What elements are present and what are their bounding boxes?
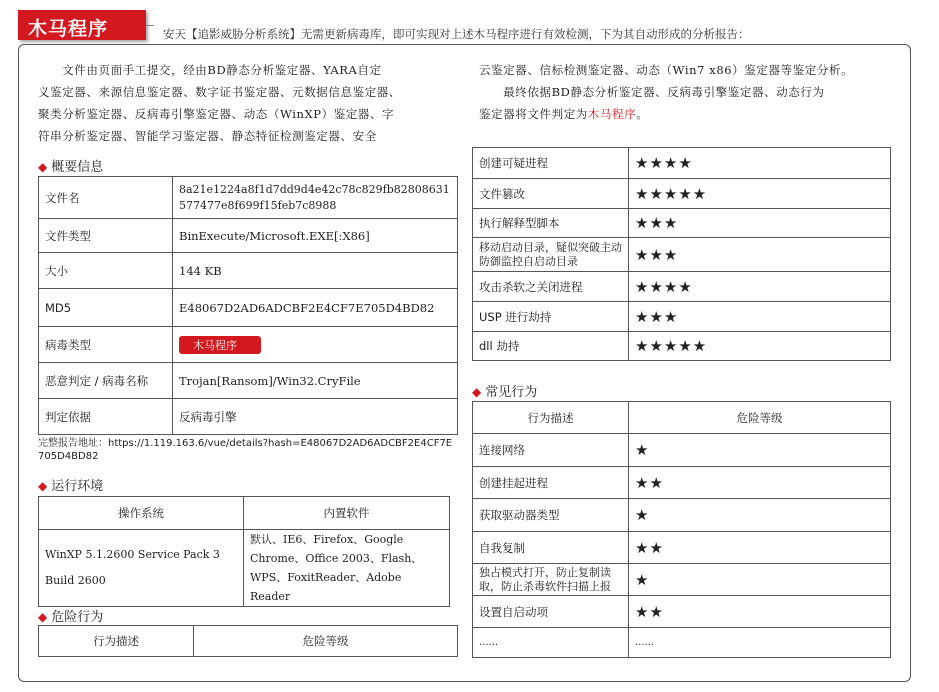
overview-value: 反病毒引擎: [173, 399, 458, 435]
danger-desc: 攻击杀软之关闭进程: [473, 272, 629, 302]
table-row: [473, 179, 891, 209]
environment-header: 操作系统: [39, 497, 244, 530]
table-row: [39, 253, 458, 289]
table-row: [39, 327, 458, 363]
common-desc: 创建挂起进程: [473, 467, 629, 499]
overview-value: BinExecute/Microsoft.EXE[:X86]: [173, 219, 458, 253]
table-row: [473, 532, 891, 564]
danger-stars: ★★★: [629, 209, 891, 238]
paragraph-line: 云鉴定器、信标检测鉴定器、动态（Win7 x86）鉴定器等鉴定分析。: [479, 63, 854, 77]
danger-header-table: [38, 625, 458, 657]
danger-desc: USP 进行劫持: [473, 302, 629, 332]
tag-label: 木马程序: [28, 18, 109, 40]
danger-desc: 文件篡改: [473, 179, 629, 209]
paragraph-text: 。: [636, 107, 649, 121]
common-table: [472, 401, 891, 658]
diamond-icon: ◆: [38, 610, 48, 624]
overview-title-text: 概要信息: [51, 160, 104, 175]
overview-table: [38, 176, 458, 435]
paragraph-line: 最终依据BD静态分析鉴定器、反病毒引擎鉴定器、动态行为: [479, 85, 825, 99]
common-title-text: 常见行为: [485, 385, 538, 400]
common-desc: 设置自启动项: [473, 596, 629, 628]
diamond-icon: ◆: [38, 479, 48, 493]
table-row: [473, 467, 891, 499]
overview-key: 文件名: [39, 177, 173, 219]
danger-stars: ★★★: [629, 302, 891, 332]
table-row: [39, 219, 458, 253]
table-row: [473, 596, 891, 628]
table-row: [473, 402, 891, 434]
overview-value: [173, 177, 458, 219]
common-desc: 连接网络: [473, 434, 629, 467]
diamond-icon: ◆: [472, 385, 482, 399]
danger-header: 危险等级: [194, 626, 458, 657]
table-row: [473, 434, 891, 467]
table-row: [473, 209, 891, 238]
common-desc: 自我复制: [473, 532, 629, 564]
overview-key: MD5: [39, 289, 173, 327]
danger-desc: 创建可疑进程: [473, 148, 629, 179]
diamond-icon: ◆: [38, 160, 48, 174]
common-desc: 独占模式打开，防止复制读取，防止杀毒软件扫描上报: [473, 564, 629, 596]
paragraph-line: 符串分析鉴定器、智能学习鉴定器、静态特征检测鉴定器、安全: [38, 129, 377, 143]
overview-value: E48067D2AD6ADCBF2E4CF7E705D4BD82: [173, 289, 458, 327]
overview-key: 判定依据: [39, 399, 173, 435]
common-desc: ......: [473, 628, 629, 658]
header-intro: 安天【追影威胁分析系统】无需更新病毒库，即可实现对上述木马程序进行有效检测，下为其自动形成的分析报告：: [163, 27, 750, 41]
environment-title: [38, 475, 103, 494]
paragraph-line: 文件由页面手工提交，经由BD静态分析鉴定器、YARA自定: [38, 63, 382, 77]
os-value: WinXP 5.1.2600 Service Pack 3 Build 2600: [39, 530, 244, 607]
table-row: [473, 564, 891, 596]
environment-table: [38, 496, 450, 607]
overview-value: [173, 327, 458, 363]
virus-type-badge: 木马程序: [179, 336, 261, 354]
table-row: [473, 302, 891, 332]
danger-stars: ★★★★: [629, 148, 891, 179]
overview-key: 恶意判定 / 病毒名称: [39, 363, 173, 399]
paragraph-text: 鉴定器将文件判定为: [479, 107, 588, 121]
danger-title-text: 危险行为: [51, 610, 104, 625]
table-row: [39, 177, 458, 219]
table-row: [39, 399, 458, 435]
paragraph-line: [479, 103, 899, 125]
section-tag: [18, 10, 146, 40]
overview-key: 大小: [39, 253, 173, 289]
overview-value: Trojan[Ransom]/Win32.CryFile: [173, 363, 458, 399]
danger-title: [38, 606, 103, 625]
common-header: 行为描述: [473, 402, 629, 434]
danger-table: [472, 147, 891, 361]
common-stars: ★★: [629, 532, 891, 564]
verdict-highlight: 木马程序: [587, 107, 637, 121]
header-rule: [146, 25, 154, 26]
common-stars: ★: [629, 434, 891, 467]
overview-key: 病毒类型: [39, 327, 173, 363]
environment-title-text: 运行环境: [51, 479, 104, 494]
danger-stars: ★★★: [629, 238, 891, 272]
overview-value: 144 KB: [173, 253, 458, 289]
report-link[interactable]: 完整报告地址：https://1.119.163.6/vue/details?hash=E48067D2AD6ADCBF2E4CF7E705D4BD82: [38, 438, 453, 462]
common-title: [472, 381, 537, 400]
common-stars: ★★: [629, 467, 891, 499]
overview-title: [38, 156, 103, 175]
danger-header: 行为描述: [39, 626, 194, 657]
common-desc: 获取驱动器类型: [473, 499, 629, 532]
intro-paragraph-left: [38, 59, 468, 147]
table-row: [39, 530, 450, 607]
table-row: [473, 148, 891, 179]
danger-stars: ★★★★★: [629, 332, 891, 361]
danger-stars: ★★★★★: [629, 179, 891, 209]
table-row: [39, 289, 458, 327]
environment-header: 内置软件: [244, 497, 450, 530]
table-row: [473, 332, 891, 361]
common-stars: ★: [629, 564, 891, 596]
table-row: [39, 497, 450, 530]
common-stars: ★★: [629, 596, 891, 628]
filename-line: 8a21e1224a8f1d7dd9d4e42c78c829fb82808631: [179, 182, 450, 196]
paragraph-line: 义鉴定器、来源信息鉴定器、数字证书鉴定器、元数据信息鉴定器、: [38, 85, 401, 99]
danger-desc: 移动启动目录，疑似突破主动防御监控自启动目录: [473, 238, 629, 272]
common-header: 危险等级: [629, 402, 891, 434]
table-row: [473, 499, 891, 532]
table-row: [473, 628, 891, 658]
danger-stars: ★★★★: [629, 272, 891, 302]
software-value: 默认、IE6、Firefox、Google Chrome、Office 2003、Flash、WPS、FoxitReader、Adobe Reader: [244, 530, 450, 607]
common-stars: ......: [629, 628, 891, 658]
table-row: [39, 626, 458, 657]
overview-key: 文件类型: [39, 219, 173, 253]
paragraph-line: 聚类分析鉴定器、反病毒引擎鉴定器、动态（WinXP）鉴定器、字: [38, 107, 395, 121]
table-row: [39, 363, 458, 399]
table-row: [473, 272, 891, 302]
intro-paragraph-right: [479, 59, 899, 125]
danger-desc: dll 劫持: [473, 332, 629, 361]
table-row: [473, 238, 891, 272]
common-stars: ★: [629, 499, 891, 532]
danger-desc: 执行解释型脚本: [473, 209, 629, 238]
filename-line: 577477e8f699f15feb7c8988: [179, 198, 337, 212]
